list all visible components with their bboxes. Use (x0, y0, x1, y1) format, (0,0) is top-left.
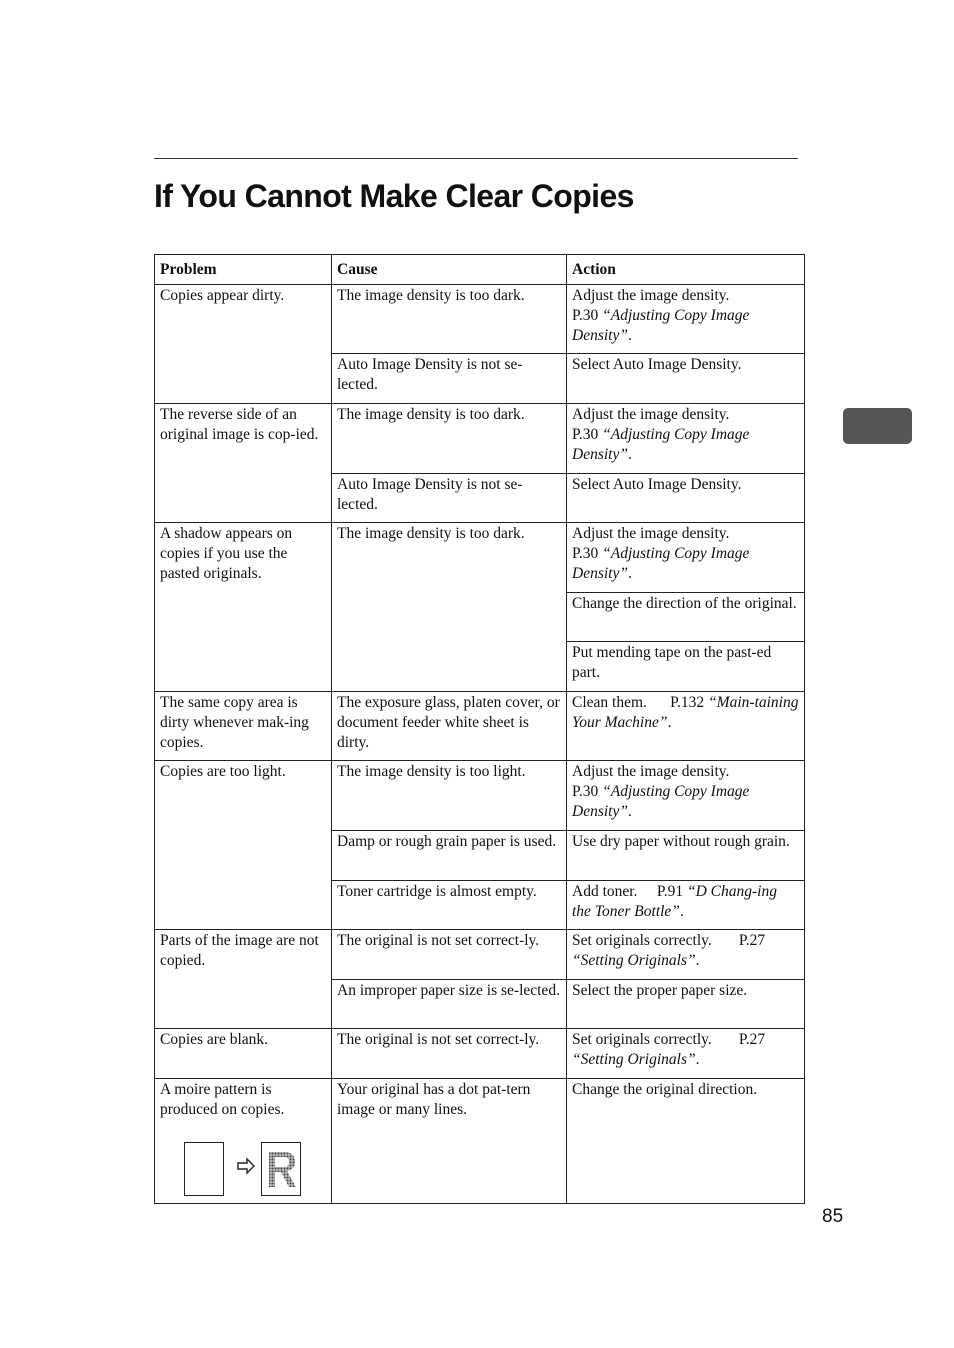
ref-title: “Main-taining Your Machine” (572, 694, 799, 731)
cause-cell: Auto Image Density is not se-lected. (332, 474, 567, 523)
action-cell: Add toner. P.91 “D Chang-ing the Toner Bottle”. (567, 881, 805, 930)
ref-title: “Adjusting Copy Image Density” (572, 426, 750, 463)
cause-cell: The image density is too dark. (332, 404, 567, 474)
cause-cell: The image density is too light. (332, 761, 567, 831)
cause-cell: Auto Image Density is not se-lected. (332, 354, 567, 404)
problem-cell: A shadow appears on copies if you use the pasted originals. (155, 523, 332, 692)
header-cause: Cause (332, 255, 567, 285)
action-cell: Use dry paper without rough grain. (567, 831, 805, 881)
action-cell: Clean them. P.132 “Main-taining Your Machine”. (567, 692, 805, 761)
page-title: If You Cannot Make Clear Copies (154, 178, 634, 214)
troubleshooting-table (154, 254, 805, 1204)
table-row (155, 285, 805, 354)
cause-cell: The image density is too dark. (332, 285, 567, 354)
cause-cell: The original is not set correct-ly. (332, 1029, 567, 1079)
ref-title: “Adjusting Copy Image Density” (572, 783, 750, 820)
action-cell: Change the direction of the original. (567, 593, 805, 642)
cause-cell: Toner cartridge is almost empty. (332, 881, 567, 930)
original-sheet-icon (184, 1142, 224, 1196)
page-ref: P.91 (656, 883, 684, 900)
action-cell: Change the original direction. (567, 1079, 805, 1204)
problem-cell: A moire pattern is produced on copies. (155, 1079, 332, 1204)
page-ref: P.30 (572, 545, 599, 562)
chapter-thumb-tab (843, 408, 912, 444)
cause-cell: The exposure glass, platen cover, or document feeder white sheet is dirty. (332, 692, 567, 761)
page-ref: P.27 (738, 932, 766, 949)
problem-cell: The same copy area is dirty whenever mak-ing copies. (155, 692, 332, 761)
cause-cell: An improper paper size is se-lected. (332, 980, 567, 1029)
ref-title: “Setting Originals” (572, 952, 696, 969)
problem-cell: The reverse side of an original image is cop-ied. (155, 404, 332, 523)
ref-title: “Setting Originals” (572, 1051, 696, 1068)
action-cell: Set originals correctly. P.27 “Setting Originals”. (567, 1029, 805, 1079)
problem-cell: Copies appear dirty. (155, 285, 332, 404)
page-ref: P.132 (670, 694, 705, 711)
moire-illustration (160, 1122, 326, 1194)
problem-cell: Copies are too light. (155, 761, 332, 930)
top-rule (154, 158, 798, 159)
page-number: 85 (822, 1206, 844, 1227)
table-header-row (155, 255, 805, 285)
action-cell: Select Auto Image Density. (567, 474, 805, 523)
action-cell: Put mending tape on the past-ed part. (567, 642, 805, 692)
table-row (155, 930, 805, 980)
header-action: Action (567, 255, 805, 285)
action-cell: Adjust the image density. P.30 “Adjusting Copy Image Density”. (567, 285, 805, 354)
table-row (155, 404, 805, 474)
page-ref: P.27 (738, 1031, 766, 1048)
arrow-right-icon (236, 1156, 256, 1176)
header-problem: Problem (155, 255, 332, 285)
action-cell: Adjust the image density. P.30 “Adjusting Copy Image Density”. (567, 404, 805, 474)
moire-r-illustration (261, 1142, 301, 1196)
action-cell: Set originals correctly. P.27 “Setting Originals”. (567, 930, 805, 980)
table-row (155, 692, 805, 761)
table-row (155, 761, 805, 831)
problem-cell: Parts of the image are not copied. (155, 930, 332, 1029)
table-row (155, 1029, 805, 1079)
cause-cell: Your original has a dot pat-tern image or many lines. (332, 1079, 567, 1204)
cause-cell: The image density is too dark. (332, 523, 567, 692)
problem-cell: Copies are blank. (155, 1029, 332, 1079)
cause-cell: The original is not set correct-ly. (332, 930, 567, 980)
action-cell: Select Auto Image Density. (567, 354, 805, 404)
cause-cell: Damp or rough grain paper is used. (332, 831, 567, 881)
action-cell: Adjust the image density. P.30 “Adjusting Copy Image Density”. (567, 761, 805, 831)
moire-r-icon (262, 1143, 300, 1195)
action-cell: Adjust the image density. P.30 “Adjusting Copy Image Density”. (567, 523, 805, 593)
page-ref: P.30 (572, 783, 599, 800)
page-ref: P.30 (572, 426, 599, 443)
ref-title: “Adjusting Copy Image Density” (572, 545, 750, 582)
page-ref: P.30 (572, 307, 599, 324)
ref-title: “D Chang-ing the Toner Bottle” (572, 883, 777, 920)
action-cell: Select the proper paper size. (567, 980, 805, 1029)
table-row (155, 1079, 805, 1204)
ref-title: “Adjusting Copy Image Density” (572, 307, 750, 344)
table-row (155, 523, 805, 593)
